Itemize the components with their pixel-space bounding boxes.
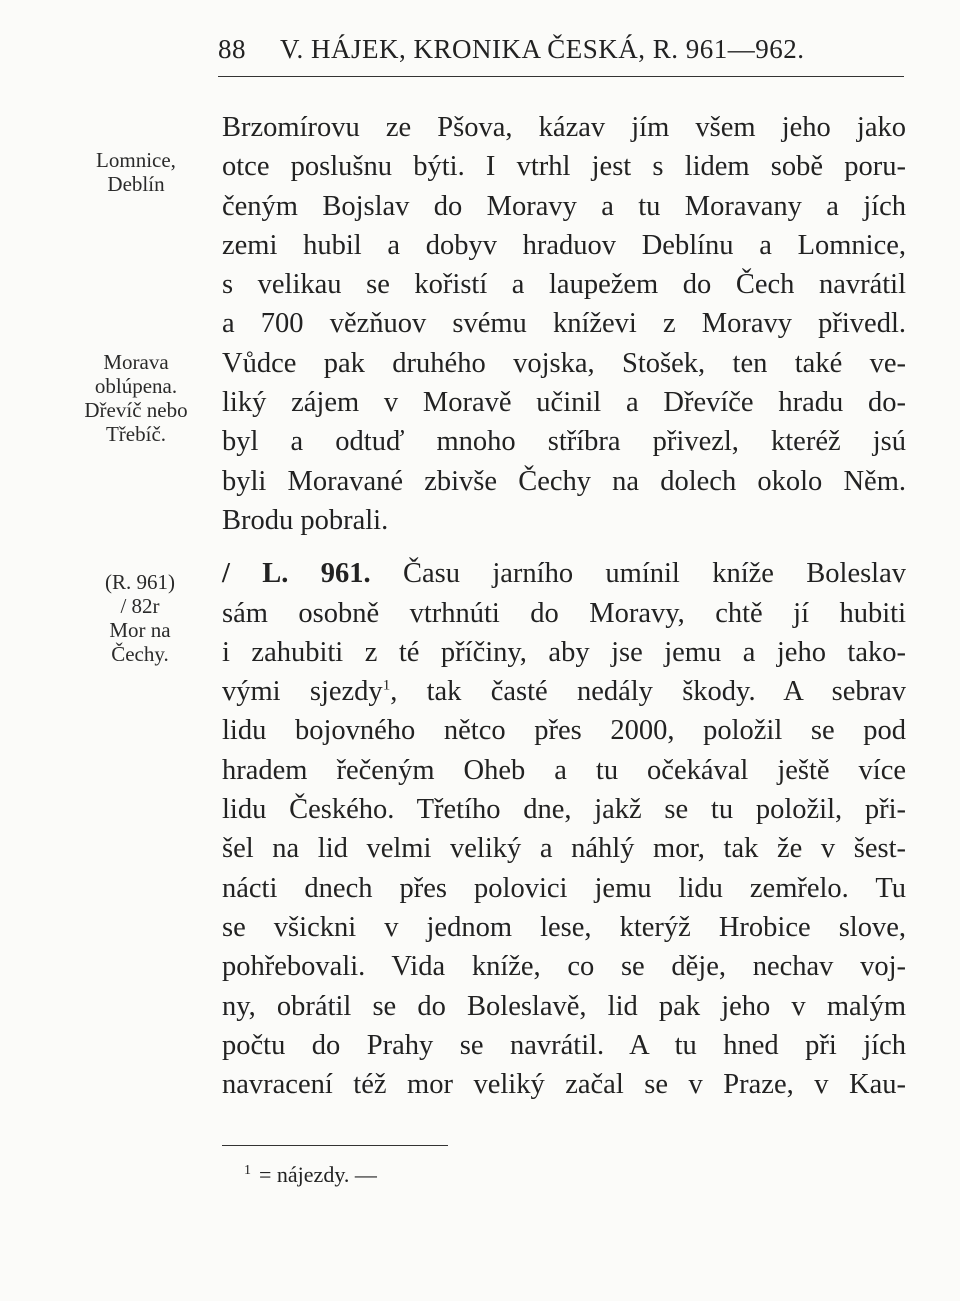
text-line: nácti dnech přes polovici jemu lidu zemřelo. Tu xyxy=(222,872,906,904)
margin-note-morava xyxy=(66,350,206,446)
text-line: šel na lid velmi veliký a náhlý mor, tak že v šest- xyxy=(222,833,906,865)
text-line: lidu Českého. Třetího dne, jakž se tu položil, při- xyxy=(222,794,906,826)
margin-note-line: / 82r xyxy=(120,594,160,618)
text-line: ny, obrátil se do Boleslavě, lid pak jeho v malým xyxy=(222,990,906,1022)
text-line: čeným Bojslav do Moravy a tu Moravany a jích xyxy=(222,190,906,222)
text-line: sám osobně vtrhnúti do Moravy, chtě jí hubiti xyxy=(222,597,906,629)
text-line: Brodu pobrali. xyxy=(222,504,389,536)
text-line: lidu bojovného nětco přes 2000, položil se pod xyxy=(222,715,906,747)
margin-note-line: Třebíč. xyxy=(105,422,167,446)
text-line: pohřebovali. Vida kníže, co se děje, nechav voj- xyxy=(222,951,906,983)
footnote-mark: 1 xyxy=(244,1162,251,1178)
header-rule xyxy=(218,76,904,77)
text-line: počtu do Prahy se navrátil. A tu hned při jích xyxy=(222,1029,906,1061)
paragraph-2 xyxy=(222,554,906,1104)
paragraph-1 xyxy=(222,108,906,540)
margin-note-line: Deblín xyxy=(107,172,165,196)
text-fragment: vými sjezdy xyxy=(222,676,383,708)
margin-note-lomnice xyxy=(66,148,206,196)
text-line xyxy=(222,554,906,593)
margin-note-line: Čechy. xyxy=(111,642,169,666)
margin-note-line: Mor na xyxy=(109,618,171,642)
margin-note-line: Lomnice, xyxy=(96,148,176,172)
text-line: s velikau se kořistí a laupežem do Čech navrátil xyxy=(222,269,906,301)
margin-note-mor xyxy=(70,570,210,666)
text-line: zemi hubil a dobyv hraduov Deblínu a Lomnice, xyxy=(222,229,906,261)
text-fragment: , tak časté nedály škody. A sebrav xyxy=(390,676,906,708)
footnote-text: = nájezdy. — xyxy=(259,1162,377,1187)
text-line: otce poslušnu býti. I vtrhl jest s lidem sobě poru- xyxy=(222,151,906,183)
margin-note-line: oblúpena. xyxy=(94,374,178,398)
running-title: V. HÁJEK, KRONIKA ČESKÁ, R. 961—962. xyxy=(280,34,805,64)
text-line: byl a odtuď mnoho stříbra přivezl, kteréž jsú xyxy=(222,426,906,458)
footnote-ref: 1 xyxy=(382,677,391,694)
text-line: Brzomírovu ze Pšova, kázav jím všem jeho jako xyxy=(222,112,906,143)
running-head xyxy=(218,34,908,65)
footnote xyxy=(244,1162,377,1188)
text-line: se všickni v jednom lese, kterýž Hrobice slove, xyxy=(222,911,906,943)
text-line xyxy=(222,672,906,711)
text-line: Vůdce pak druhého vojska, Stošek, ten také ve- xyxy=(222,347,906,379)
text-line: navracení též mor veliký začal se v Praze, v Kau- xyxy=(222,1069,906,1101)
text-line: a 700 vězňuov svému kníževi z Moravy přivedl. xyxy=(222,308,906,340)
text-fragment: Času jarního umínil kníže Boleslav xyxy=(370,558,906,590)
margin-note-line: Morava xyxy=(103,350,169,374)
main-text xyxy=(222,108,906,1104)
text-line: hradem řečeným Oheb a tu očekával ještě více xyxy=(222,754,906,786)
footnote-rule xyxy=(222,1145,448,1146)
margin-note-line: Dřevíč nebo xyxy=(84,398,188,422)
page-number: 88 xyxy=(218,34,246,64)
margin-note-line: (R. 961) xyxy=(105,570,175,594)
year-marker: / L. 961. xyxy=(222,558,371,590)
text-line: byli Moravané zbivše Čechy na dolech okolo Něm. xyxy=(222,465,906,497)
text-line: i zahubiti z té příčiny, aby jse jemu a jeho tako- xyxy=(222,636,906,668)
text-line: liký zájem v Moravě učinil a Dřevíče hradu do- xyxy=(222,387,906,419)
